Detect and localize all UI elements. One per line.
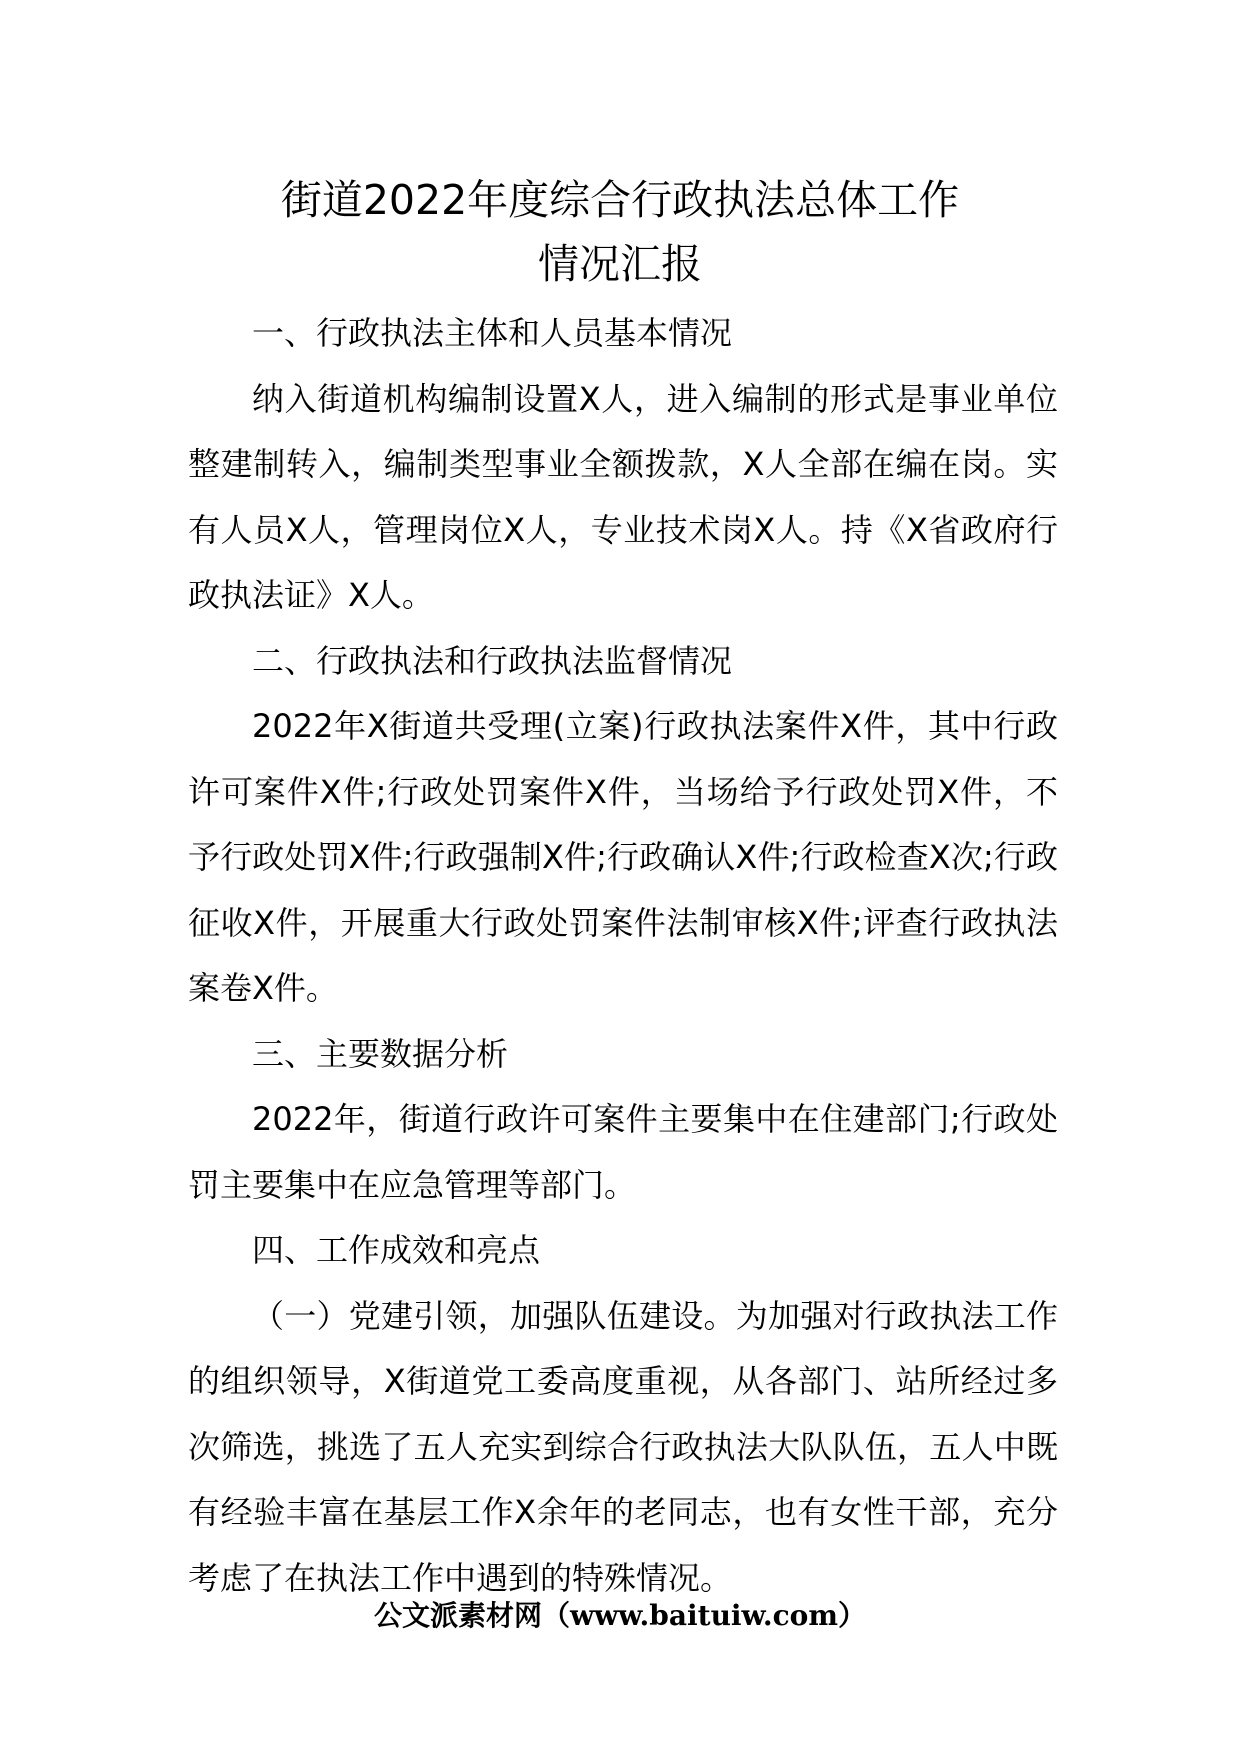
document-title-line-2: 情况汇报 bbox=[538, 240, 702, 288]
footer-watermark: 公文派素材网（www.baituiw.com） bbox=[374, 1599, 866, 1632]
paragraph-staffing: 纳入街道机构编制设置X人，进入编制的形式是事业单位整建制转入，编制类型事业全额拨款，X人全部在编在岗。实有人员X人，管理岗位X人，专业技术岗X人。持《X省政府行政执法证》X人。 bbox=[188, 379, 1058, 614]
section-heading-1: 一、行政执法主体和人员基本情况 bbox=[252, 314, 733, 352]
section-heading-2: 二、行政执法和行政执法监督情况 bbox=[252, 641, 733, 680]
document-title-line-1: 街道2022年度综合行政执法总体工作 bbox=[280, 176, 960, 224]
section-heading-3: 三、主要数据分析 bbox=[252, 1034, 509, 1073]
paragraph-data-analysis: 2022年，街道行政许可案件主要集中在住建部门;行政处罚主要集中在应急管理等部门。 bbox=[188, 1100, 1058, 1204]
section-heading-4: 四、工作成效和亮点 bbox=[252, 1231, 541, 1269]
paragraph-enforcement-cases: 2022年X街道共受理(立案)行政执法案件X件，其中行政许可案件X件;行政处罚案件X件，当场给予行政处罚X件，不予行政处罚X件;行政强制X件;行政确认X件;行政检查X次;行政征收X件，开展重大行政处罚案件法制审核X件;评查行政执法案卷X件。 bbox=[188, 707, 1058, 1007]
paragraph-party-leadership: （一）党建引领，加强队伍建设。为加强对行政执法工作的组织领导，X街道党工委高度重视，从各部门、站所经过多次筛选，挑选了五人充实到综合行政执法大队队伍，五人中既有经验丰富在基层工作X余年的老同志，也有女性干部，充分考虑了在执法工作中遇到的特殊情况。 bbox=[188, 1296, 1058, 1597]
document-body bbox=[188, 301, 1058, 1611]
